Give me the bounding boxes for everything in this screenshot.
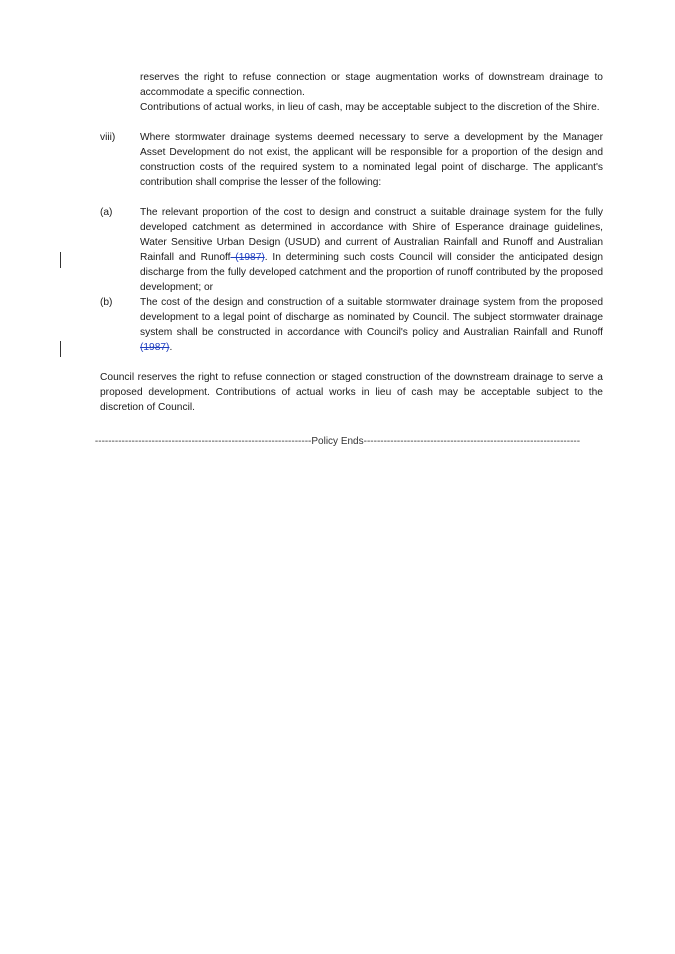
list-marker: (b): [100, 297, 113, 308]
text-segment: .: [169, 341, 173, 353]
policy-ends-label: Policy Ends: [311, 436, 364, 447]
contributions-paragraph: Contributions of actual works, in lieu of cash, may be acceptable subject to the discretion of the Shire.: [140, 102, 600, 113]
deleted-revision-text: (1987): [230, 251, 265, 263]
deleted-revision-text: (1987): [140, 341, 170, 353]
policy-end-marker: [80, 435, 595, 449]
list-marker: (a): [100, 207, 113, 218]
list-item-viii: [100, 131, 603, 191]
dash-line-right: -----------------------------------------------------------------: [363, 436, 581, 447]
text-segment: The cost of the design and construction of a suitable stormwater drainage system from the proposed development to a legal point of discharge as nominated by Council. The subject stormwater drainage system shall be constructed in accordance with Council's policy and Australian Rainfall and Runoff: [140, 297, 603, 338]
text-segment: . In determining such costs Council will consider the anticipated design discharge from the fully developed catchment and the proportion of runoff contributed by the proposed development; or: [140, 251, 603, 293]
dash-line-left: -----------------------------------------------------------------: [94, 436, 312, 447]
list-item-text: [140, 296, 603, 356]
list-item-text: [140, 206, 603, 295]
list-item-a: [100, 206, 603, 296]
list-item-text: Where stormwater drainage systems deemed necessary to serve a development by the Manager Asset Development do not exist, the applicant will be responsible for a proportion of the design and construction costs of the required system to a nominated legal point of discharge. The applicant's contribution shall comprise the lesser of the following:: [140, 132, 603, 188]
closing-paragraph: Council reserves the right to refuse connection or staged construction of the downstream drainage to serve a proposed development. Contributions of actual works in lieu of cash may be acceptable subject to the discretion of Council.: [100, 372, 603, 413]
list-marker: viii): [100, 132, 116, 143]
text-segment: The relevant proportion of the cost to design and construct a suitable drainage system for the fully developed catchment as determined in accordance with Shire of Esperance drainage guidelines, Water Sensitive Urban Design (USUD) and current of Australian Rainfall and Runoff and Australian Rainfall and Runoff: [140, 207, 603, 263]
revision-change-bar: [60, 252, 61, 268]
list-item-b: [100, 296, 603, 356]
continuation-paragraph: reserves the right to refuse connection or stage augmentation works of downstream drainage to accommodate a specific connection.: [140, 72, 603, 98]
revision-change-bar: [60, 341, 61, 357]
